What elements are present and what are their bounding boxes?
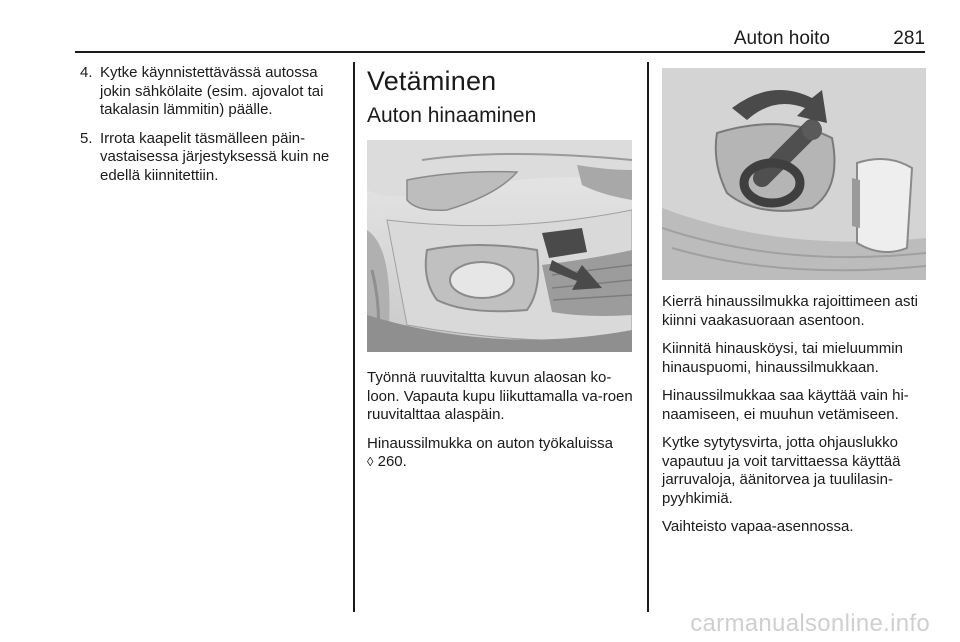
step-number: 5. — [80, 129, 93, 147]
page-reference[interactable]: 260. — [377, 453, 407, 470]
right-column — [662, 64, 928, 547]
instruction-paragraph — [367, 435, 637, 472]
step-text: Kytke käynnistettävässä autossa jokin sähkölaite (esim. ajovalot tai takalasin lämmitin) päälle. — [100, 64, 324, 118]
page-number: 281 — [893, 28, 925, 49]
car-front-illustration — [367, 140, 632, 352]
step-text: Irrota kaapelit täsmälleen päin-vastaisessa järjestyksessä kuin ne edellä kiinnitettiin. — [100, 129, 330, 184]
left-column — [80, 64, 342, 195]
towing-eye-illustration — [662, 68, 926, 280]
subsection-heading: Auton hinaaminen — [367, 104, 537, 127]
page-header — [75, 28, 925, 52]
instruction-paragraph: Kierrä hinaussilmukka rajoittimeen asti kiinni vaakasuoraan asentoon. — [662, 293, 918, 329]
step-number: 4. — [80, 64, 93, 81]
instruction-paragraph: Kiinnitä hinausköysi, tai mieluummin hinauspuomi, hinaussilmukkaan. — [662, 340, 903, 376]
section-title: Auton hoito — [733, 28, 830, 49]
instruction-paragraph: Hinaussilmukkaa saa käyttää vain hi-naamiseen, ei muuhun vetämiseen. — [662, 387, 909, 423]
column-divider-1 — [353, 62, 355, 612]
instruction-paragraph: Vaihteisto vapaa-asennossa. — [662, 518, 854, 535]
instruction-paragraph: Työnnä ruuvitaltta kuvun alaosan ko-loon. Vapauta kupu liikuttamalla va-roen ruuvitalttaa alaspäin. — [367, 369, 633, 423]
section-heading: Vetäminen — [367, 66, 497, 96]
step-item — [80, 64, 342, 120]
step-list — [80, 64, 342, 185]
column-divider-2 — [647, 62, 649, 612]
instruction-paragraph: Kytke sytytysvirta, jotta ohjauslukko vapautuu ja voit tarvittaessa käyttää jarruvaloja, äänitorvea ja tuulilasin-pyyhkimiä. — [662, 434, 901, 507]
watermark-text: carmanualsonline.info — [690, 610, 930, 637]
step-item — [80, 130, 342, 186]
page-reference-icon: ◊ — [367, 454, 374, 469]
header-rule — [75, 51, 925, 53]
middle-column — [367, 64, 637, 482]
paragraph-text: Hinaussilmukka on auton työkaluissa — [367, 434, 613, 452]
